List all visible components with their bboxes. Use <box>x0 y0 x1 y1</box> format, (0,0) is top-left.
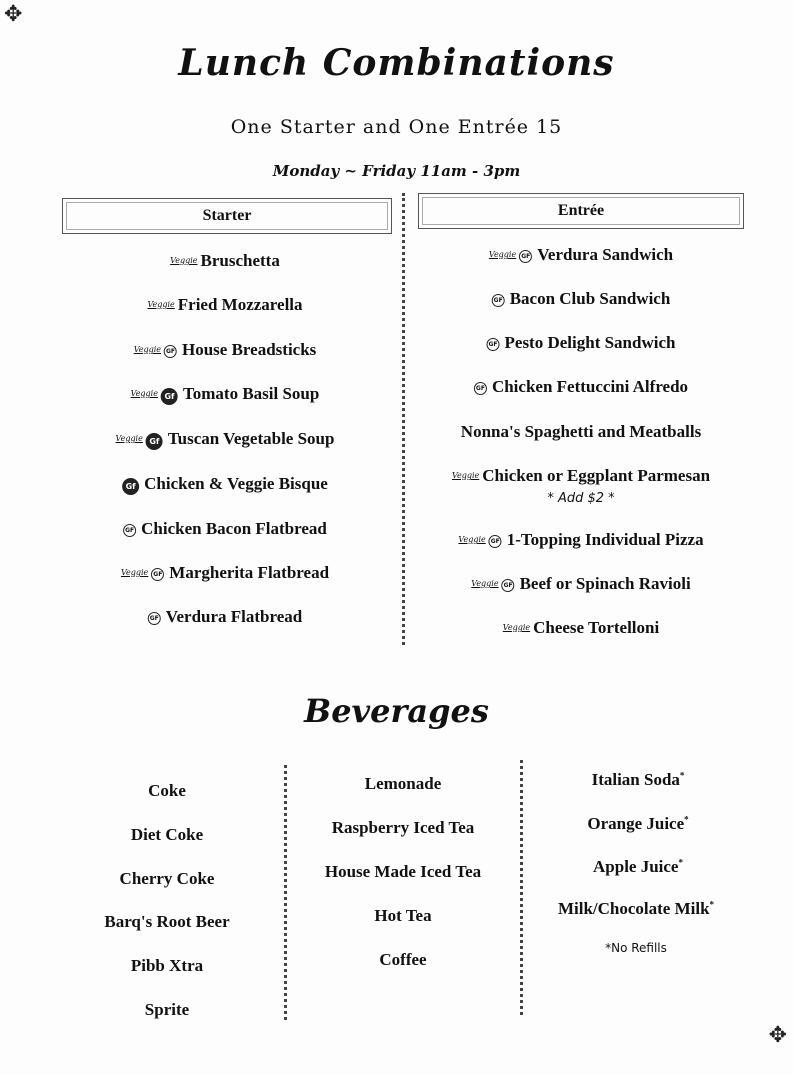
entree-item: Veggie Cheese Tortelloni <box>502 618 660 637</box>
beverage-item: Lemonade <box>364 774 442 793</box>
starter-header: Starter <box>62 198 392 234</box>
gluten-free-icon: GF <box>502 579 515 592</box>
beverage-column-divider <box>520 760 523 1015</box>
starter-item: Veggie Gf Tuscan Vegetable Soup <box>115 429 335 448</box>
entree-item: Veggie GF 1-Topping Individual Pizza <box>458 530 704 549</box>
corner-ornament-bottom-right: ✥ <box>768 1023 787 1048</box>
starter-item: Veggie GF House Breadsticks <box>133 340 317 359</box>
starter-item: Veggie Fried Mozzarella <box>147 295 303 314</box>
veggie-icon: Veggie <box>130 389 158 398</box>
veggie-icon: Veggie <box>458 535 486 544</box>
veggie-icon: Veggie <box>170 256 198 265</box>
veggie-icon: Veggie <box>451 471 480 480</box>
starter-item: Gf Chicken & Veggie Bisque <box>122 474 328 495</box>
beverage-item: Barq's Root Beer <box>104 912 230 931</box>
gluten-free-icon: GF <box>489 535 502 548</box>
beverage-item: Pibb Xtra <box>130 956 204 975</box>
beverage-item: Raspberry Iced Tea <box>331 818 475 837</box>
beverage-item: Coffee <box>379 950 427 969</box>
veggie-icon: Veggie <box>115 434 143 443</box>
menu-column-divider <box>402 193 405 645</box>
gluten-free-icon: GF <box>474 382 487 395</box>
menu-subtitle: One Starter and One Entrée 15 <box>230 116 563 138</box>
veggie-icon: Veggie <box>488 250 517 259</box>
starter-item: Veggie GF Margherita Flatbread <box>120 563 330 582</box>
entree-item-note: * Add $2 * <box>547 491 615 506</box>
gluten-free-icon: GF <box>487 338 500 351</box>
entree-item: GF Pesto Delight Sandwich <box>488 333 676 352</box>
beverage-item: Orange Juice* <box>587 814 689 833</box>
beverages-title: Beverages <box>304 692 489 730</box>
veggie-icon: Veggie <box>120 568 149 577</box>
corner-ornament-top-left: ✥ <box>4 2 23 27</box>
beverage-item: Diet Coke <box>130 825 204 844</box>
no-refills-note: *No Refills <box>605 941 667 955</box>
entree-item: Veggie GF Verdura Sandwich <box>488 245 674 264</box>
veggie-icon: Veggie <box>133 345 162 354</box>
veggie-icon: Veggie <box>502 623 531 632</box>
menu-hours: Monday ~ Friday 11am - 3pm <box>272 162 521 180</box>
entree-header: Entrée <box>418 193 744 229</box>
gluten-free-icon: GF <box>492 294 505 307</box>
beverage-item: Milk/Chocolate Milk* <box>557 899 715 918</box>
veggie-icon: Veggie <box>471 579 499 588</box>
beverage-item: Coke <box>148 781 186 800</box>
gluten-free-icon: Gf <box>146 433 163 450</box>
gluten-free-icon: GF <box>151 568 164 581</box>
starter-item: GF Verdura Flatbread <box>149 607 303 626</box>
entree-item: GF Chicken Fettuccini Alfredo <box>475 377 689 396</box>
beverage-item: Apple Juice* <box>593 857 683 876</box>
gluten-free-icon: Gf <box>122 478 139 495</box>
entree-item: GF Bacon Club Sandwich <box>493 289 671 308</box>
starter-item: Veggie Bruschetta <box>170 251 280 270</box>
beverage-item: House Made Iced Tea <box>324 862 482 881</box>
gluten-free-icon: GF <box>164 345 177 358</box>
beverage-column-divider <box>284 765 287 1020</box>
beverage-item: Sprite <box>144 1000 190 1019</box>
gluten-free-icon: Gf <box>161 388 178 405</box>
gluten-free-icon: GF <box>123 524 136 537</box>
entree-item: Nonna's Spaghetti and Meatballs <box>460 422 702 441</box>
entree-item: Veggie Chicken or Eggplant Parmesan <box>451 466 711 485</box>
starter-item: Veggie Gf Tomato Basil Soup <box>130 384 320 403</box>
beverage-item: Hot Tea <box>374 906 432 925</box>
starter-item: GF Chicken Bacon Flatbread <box>125 519 327 538</box>
veggie-icon: Veggie <box>147 300 175 309</box>
gluten-free-icon: GF <box>148 612 161 625</box>
gluten-free-icon: GF <box>519 250 532 263</box>
entree-item: Veggie GF Beef or Spinach Ravioli <box>471 574 691 593</box>
menu-title: Lunch Combinations <box>178 42 615 84</box>
beverage-item: Cherry Coke <box>119 869 215 888</box>
beverage-item: Italian Soda* <box>591 770 685 789</box>
